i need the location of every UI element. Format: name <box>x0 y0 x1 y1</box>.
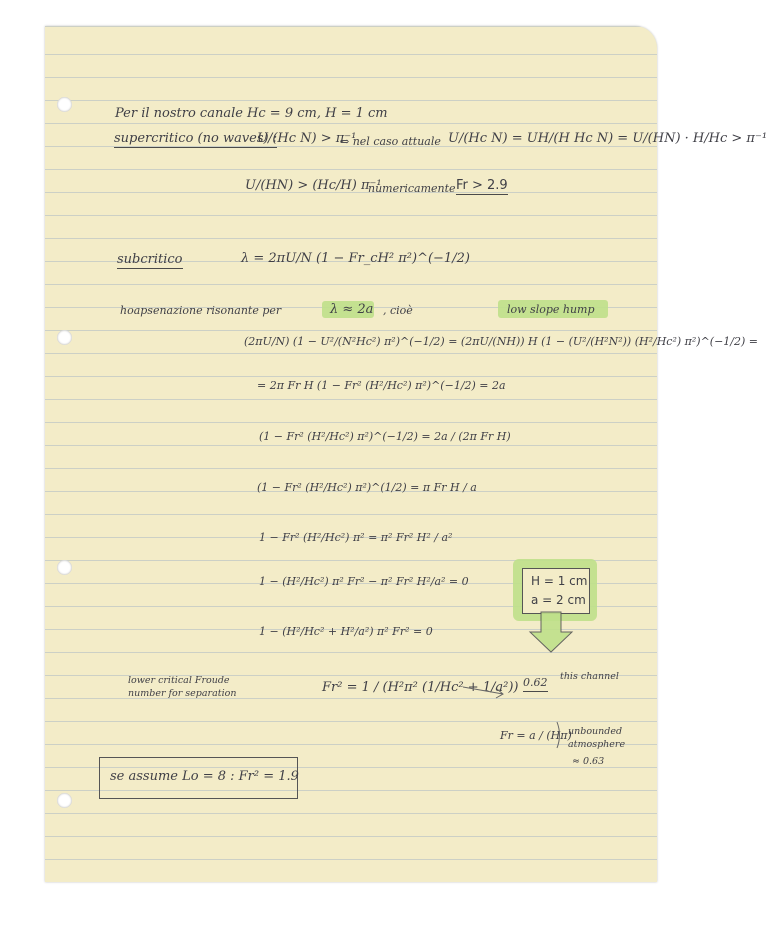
case-expression: U/(Hc N) = UH/(H Hc N) = U/(HN) · H/Hc > π⁻¹ <box>448 131 767 146</box>
lower-critical-label: lower critical Froude <box>128 675 230 686</box>
low-slope-text: low slope hump <box>507 303 595 316</box>
lower-critical-label-2: number for separation <box>128 688 237 699</box>
cioe-text: , cioè <box>383 304 413 317</box>
froude-unbounded: Fr = a / (Hπ) <box>500 729 572 742</box>
equation-5: 1 − Fr² (H²/Hc²) π² = π² Fr² H² / a² <box>259 531 453 544</box>
equation-2: = 2π Fr H (1 − Fr² (H²/Hc²) π²)^(−1/2) = 2a <box>257 379 506 392</box>
conclusion-text: se assume Lo = 8 : Fr² = 1.9 <box>110 769 299 784</box>
box-h-value: H = 1 cm <box>531 574 588 588</box>
supercritical-condition: U/(Hc N) > π⁻¹ <box>257 131 357 146</box>
this-channel-text: this channel <box>560 671 619 682</box>
value-062: 0.62 <box>523 675 548 692</box>
equation-4: (1 − Fr² (H²/Hc²) π²)^(1/2) = π Fr H / a <box>257 481 477 494</box>
box-a-value: a = 2 cm <box>531 593 586 607</box>
froude-condition: Fr > 2.9 <box>456 178 508 193</box>
equation-7: 1 − (H²/Hc² + H²/a²) π² Fr² = 0 <box>259 625 433 638</box>
froude-squared-formula: Fr² = 1 / (H²π² (1/Hc² + 1/a²)) <box>322 680 519 695</box>
subcritical-label: subcritico <box>117 252 183 267</box>
equation-6: 1 − (H²/Hc²) π² Fr² − π² Fr² H²/a² = 0 <box>259 575 469 588</box>
unbounded-text: unbounded <box>568 726 623 737</box>
arrow-case-text: ⇒ nel caso attuale <box>340 135 441 148</box>
lambda-2a: λ ≈ 2a <box>330 302 374 317</box>
second-condition: U/(HN) > (Hc/H) π⁻¹ <box>245 178 382 193</box>
lambda-expression: λ = 2πU/N (1 − Fr_cH² π²)^(−1/2) <box>241 251 470 266</box>
equation-1: (2πU/N) (1 − U²/(N²Hc²) π²)^(−1/2) = (2πU/(NH)) H (1 − (U²/(H²N²)) (H²/Hc²) π²)^(−1/2) = <box>244 335 759 348</box>
equation-3: (1 − Fr² (H²/Hc²) π²)^(−1/2) = 2a / (2π Fr H) <box>259 430 511 443</box>
separation-text: hoapsenazione risonante per <box>120 304 282 317</box>
intro-line: Per il nostro canale Hc = 9 cm, H = 1 cm <box>115 106 388 121</box>
numerically-text: numericamente <box>368 182 456 195</box>
atmosphere-text: atmosphere <box>568 739 626 750</box>
value-063: ≈ 0.63 <box>572 756 605 767</box>
supercritical-label: supercritico (no waves) : <box>114 131 278 146</box>
